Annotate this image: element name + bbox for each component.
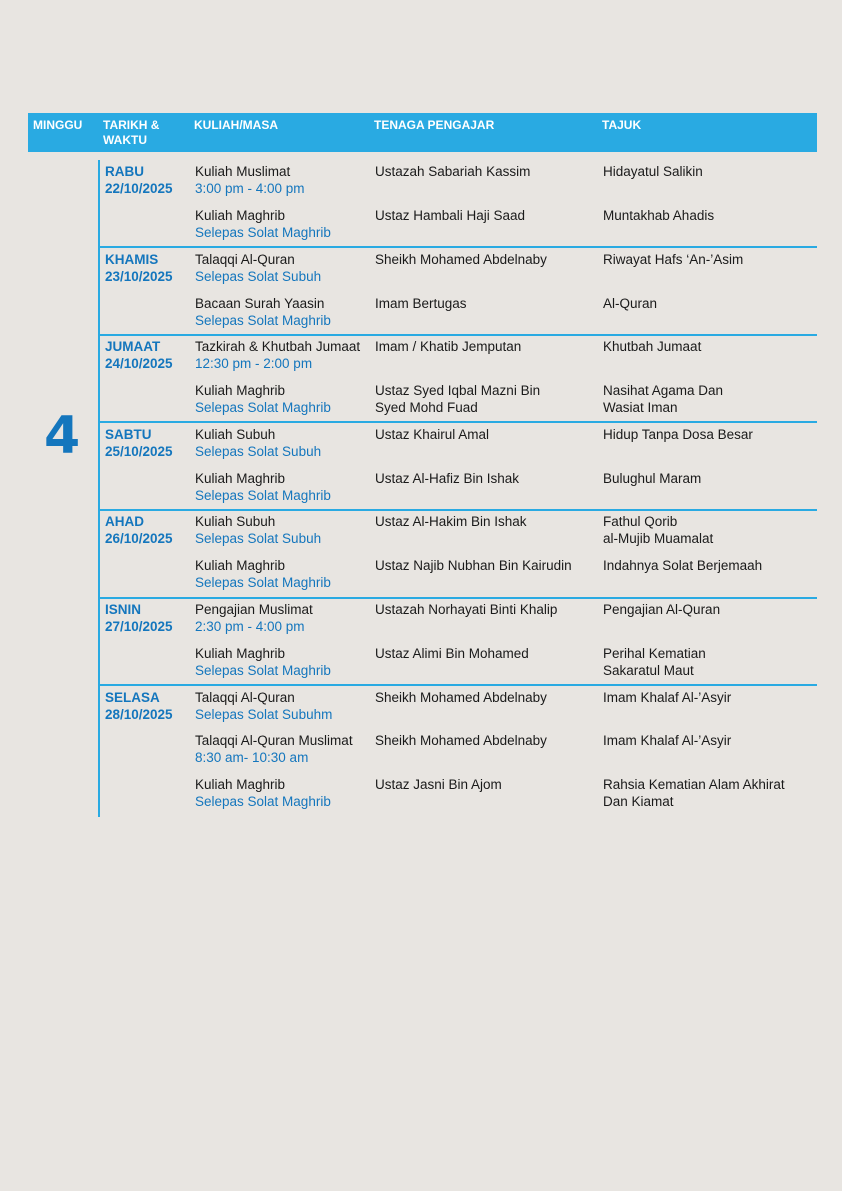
tenaga-cell (375, 470, 519, 487)
kuliah-name: Kuliah Subuh (195, 514, 276, 529)
tajuk-cell (603, 338, 701, 355)
tajuk-line: al-Mujib Muamalat (603, 531, 714, 546)
tajuk-line: Wasiat Iman (603, 400, 678, 415)
kuliah-cell (195, 732, 353, 766)
tenaga-line: Ustaz Syed Iqbal Mazni Bin (375, 383, 541, 398)
kuliah-time: Selepas Solat Maghrib (195, 575, 331, 590)
tenaga-line: Ustaz Khairul Amal (375, 427, 490, 442)
kuliah-cell (195, 689, 332, 723)
tajuk-cell (603, 557, 762, 574)
day-label (105, 426, 173, 460)
kuliah-time: 3:00 pm - 4:00 pm (195, 181, 305, 196)
kuliah-time: 12:30 pm - 2:00 pm (195, 356, 313, 371)
day-name: SABTU (105, 427, 152, 442)
tenaga-line: Ustaz Alimi Bin Mohamed (375, 646, 529, 661)
tajuk-cell (603, 732, 731, 749)
kuliah-cell (195, 295, 331, 329)
tajuk-line: Hidup Tanpa Dosa Besar (603, 427, 753, 442)
day-label (105, 601, 173, 635)
kuliah-name: Kuliah Maghrib (195, 777, 286, 792)
tajuk-line: Rahsia Kematian Alam Akhirat (603, 777, 785, 792)
header-tarikh-line1: TARIKH & (103, 118, 160, 132)
tenaga-line: Sheikh Mohamed Abdelnaby (375, 252, 547, 267)
day-date: 25/10/2025 (105, 444, 173, 459)
kuliah-name: Tazkirah & Khutbah Jumaat (195, 339, 361, 354)
tajuk-line: Perihal Kematian (603, 646, 706, 661)
kuliah-name: Pengajian Muslimat (195, 602, 313, 617)
tenaga-line: Ustaz Najib Nubhan Bin Kairudin (375, 558, 572, 573)
tajuk-cell (603, 382, 723, 416)
header-minggu: MINGGU (33, 118, 83, 132)
tajuk-cell (603, 207, 714, 224)
day-label (105, 513, 173, 547)
tenaga-cell (375, 338, 521, 355)
kuliah-cell (195, 557, 331, 591)
tenaga-cell (375, 207, 525, 224)
tajuk-line: Indahnya Solat Berjemaah (603, 558, 763, 573)
tajuk-cell (603, 163, 703, 180)
tajuk-line: Dan Kiamat (603, 794, 674, 809)
tenaga-cell (375, 251, 547, 268)
kuliah-cell (195, 251, 321, 285)
tajuk-line: Riwayat Hafs ‘An-’Asim (603, 252, 744, 267)
kuliah-name: Talaqqi Al-Quran Muslimat (195, 733, 353, 748)
day-label (105, 163, 173, 197)
tajuk-line: Sakaratul Maut (603, 663, 694, 678)
tajuk-line: Imam Khalaf Al-’Asyir (603, 690, 732, 705)
tenaga-cell (375, 426, 489, 443)
day-name: KHAMIS (105, 252, 159, 267)
kuliah-name: Kuliah Maghrib (195, 558, 286, 573)
tenaga-line: Sheikh Mohamed Abdelnaby (375, 690, 547, 705)
tenaga-line: Ustaz Al-Hafiz Bin Ishak (375, 471, 520, 486)
tenaga-cell (375, 557, 572, 574)
tenaga-cell (375, 732, 547, 749)
kuliah-name: Talaqqi Al-Quran (195, 690, 295, 705)
day-date: 22/10/2025 (105, 181, 173, 196)
header-tenaga: TENAGA PENGAJAR (374, 118, 495, 132)
tenaga-line: Ustaz Jasni Bin Ajom (375, 777, 502, 792)
tenaga-line: Ustaz Hambali Haji Saad (375, 208, 526, 223)
day-date: 28/10/2025 (105, 707, 173, 722)
tajuk-line: Hidayatul Salikin (603, 164, 703, 179)
tajuk-line: Nasihat Agama Dan (603, 383, 724, 398)
kuliah-name: Bacaan Surah Yaasin (195, 296, 325, 311)
kuliah-name: Kuliah Maghrib (195, 471, 286, 486)
kuliah-time: Selepas Solat Maghrib (195, 794, 331, 809)
tajuk-line: Bulughul Maram (603, 471, 702, 486)
day-name: RABU (105, 164, 144, 179)
kuliah-name: Kuliah Subuh (195, 427, 276, 442)
kuliah-time: Selepas Solat Maghrib (195, 313, 331, 328)
tajuk-cell (603, 251, 743, 268)
tenaga-line: Ustaz Al-Hakim Bin Ishak (375, 514, 527, 529)
header-tarikh-line2: WAKTU (103, 133, 147, 147)
tajuk-cell (603, 645, 706, 679)
kuliah-cell (195, 470, 331, 504)
tenaga-line: Ustazah Norhayati Binti Khalip (375, 602, 558, 617)
day-name: AHAD (105, 514, 144, 529)
header-tarikh (103, 118, 173, 148)
tajuk-line: Al-Quran (603, 296, 658, 311)
kuliah-name: Kuliah Maghrib (195, 646, 286, 661)
kuliah-time: Selepas Solat Maghrib (195, 663, 331, 678)
tenaga-line: Imam / Khatib Jemputan (375, 339, 522, 354)
tajuk-line: Khutbah Jumaat (603, 339, 702, 354)
kuliah-cell (195, 426, 321, 460)
tajuk-line: Pengajian Al-Quran (603, 602, 721, 617)
day-date: 26/10/2025 (105, 531, 173, 546)
kuliah-cell (195, 601, 313, 635)
kuliah-cell (195, 513, 321, 547)
day-divider (99, 421, 817, 423)
kuliah-cell (195, 338, 360, 372)
week-number: 4 (44, 406, 81, 466)
tenaga-cell (375, 295, 467, 312)
day-label (105, 338, 173, 372)
tenaga-cell (375, 163, 530, 180)
tenaga-line: Sheikh Mohamed Abdelnaby (375, 733, 547, 748)
tajuk-line: Imam Khalaf Al-’Asyir (603, 733, 732, 748)
tajuk-cell (603, 426, 753, 443)
tenaga-cell (375, 382, 540, 416)
tenaga-cell (375, 513, 527, 530)
day-date: 24/10/2025 (105, 356, 173, 371)
tajuk-cell (603, 470, 701, 487)
kuliah-time: Selepas Solat Maghrib (195, 225, 331, 240)
kuliah-name: Kuliah Maghrib (195, 208, 286, 223)
kuliah-name: Kuliah Maghrib (195, 383, 286, 398)
tenaga-cell (375, 776, 502, 793)
day-name: JUMAAT (105, 339, 161, 354)
header-kuliah: KULIAH/MASA (194, 118, 278, 132)
day-divider (99, 246, 817, 248)
day-name: SELASA (105, 690, 160, 705)
tenaga-cell (375, 601, 557, 618)
day-divider (99, 509, 817, 511)
tajuk-cell (603, 513, 713, 547)
kuliah-name: Talaqqi Al-Quran (195, 252, 295, 267)
tenaga-cell (375, 689, 547, 706)
day-name: ISNIN (105, 602, 142, 617)
tenaga-line: Ustazah Sabariah Kassim (375, 164, 531, 179)
day-divider (99, 334, 817, 336)
day-date: 27/10/2025 (105, 619, 173, 634)
kuliah-time: 8:30 am- 10:30 am (195, 750, 309, 765)
kuliah-time: Selepas Solat Subuh (195, 531, 322, 546)
day-label (105, 689, 173, 723)
kuliah-time: Selepas Solat Maghrib (195, 400, 331, 415)
kuliah-time: Selepas Solat Subuh (195, 269, 322, 284)
kuliah-time: Selepas Solat Subuhm (195, 707, 333, 722)
tenaga-line: Imam Bertugas (375, 296, 467, 311)
table-header (28, 113, 817, 152)
kuliah-time: Selepas Solat Maghrib (195, 488, 331, 503)
kuliah-time: 2:30 pm - 4:00 pm (195, 619, 305, 634)
tenaga-line: Syed Mohd Fuad (375, 400, 478, 415)
tajuk-cell (603, 601, 720, 618)
kuliah-time: Selepas Solat Subuh (195, 444, 322, 459)
kuliah-cell (195, 645, 331, 679)
header-tajuk: TAJUK (602, 118, 642, 132)
tajuk-line: Fathul Qorib (603, 514, 678, 529)
vertical-divider (98, 160, 100, 817)
tajuk-cell (603, 776, 785, 810)
kuliah-cell (195, 163, 305, 197)
tenaga-cell (375, 645, 529, 662)
kuliah-cell (195, 207, 331, 241)
tajuk-cell (603, 689, 731, 706)
kuliah-cell (195, 382, 331, 416)
day-date: 23/10/2025 (105, 269, 173, 284)
tajuk-line: Muntakhab Ahadis (603, 208, 715, 223)
day-label (105, 251, 173, 285)
kuliah-cell (195, 776, 331, 810)
day-divider (99, 684, 817, 686)
day-divider (99, 597, 817, 599)
tajuk-cell (603, 295, 657, 312)
kuliah-name: Kuliah Muslimat (195, 164, 291, 179)
